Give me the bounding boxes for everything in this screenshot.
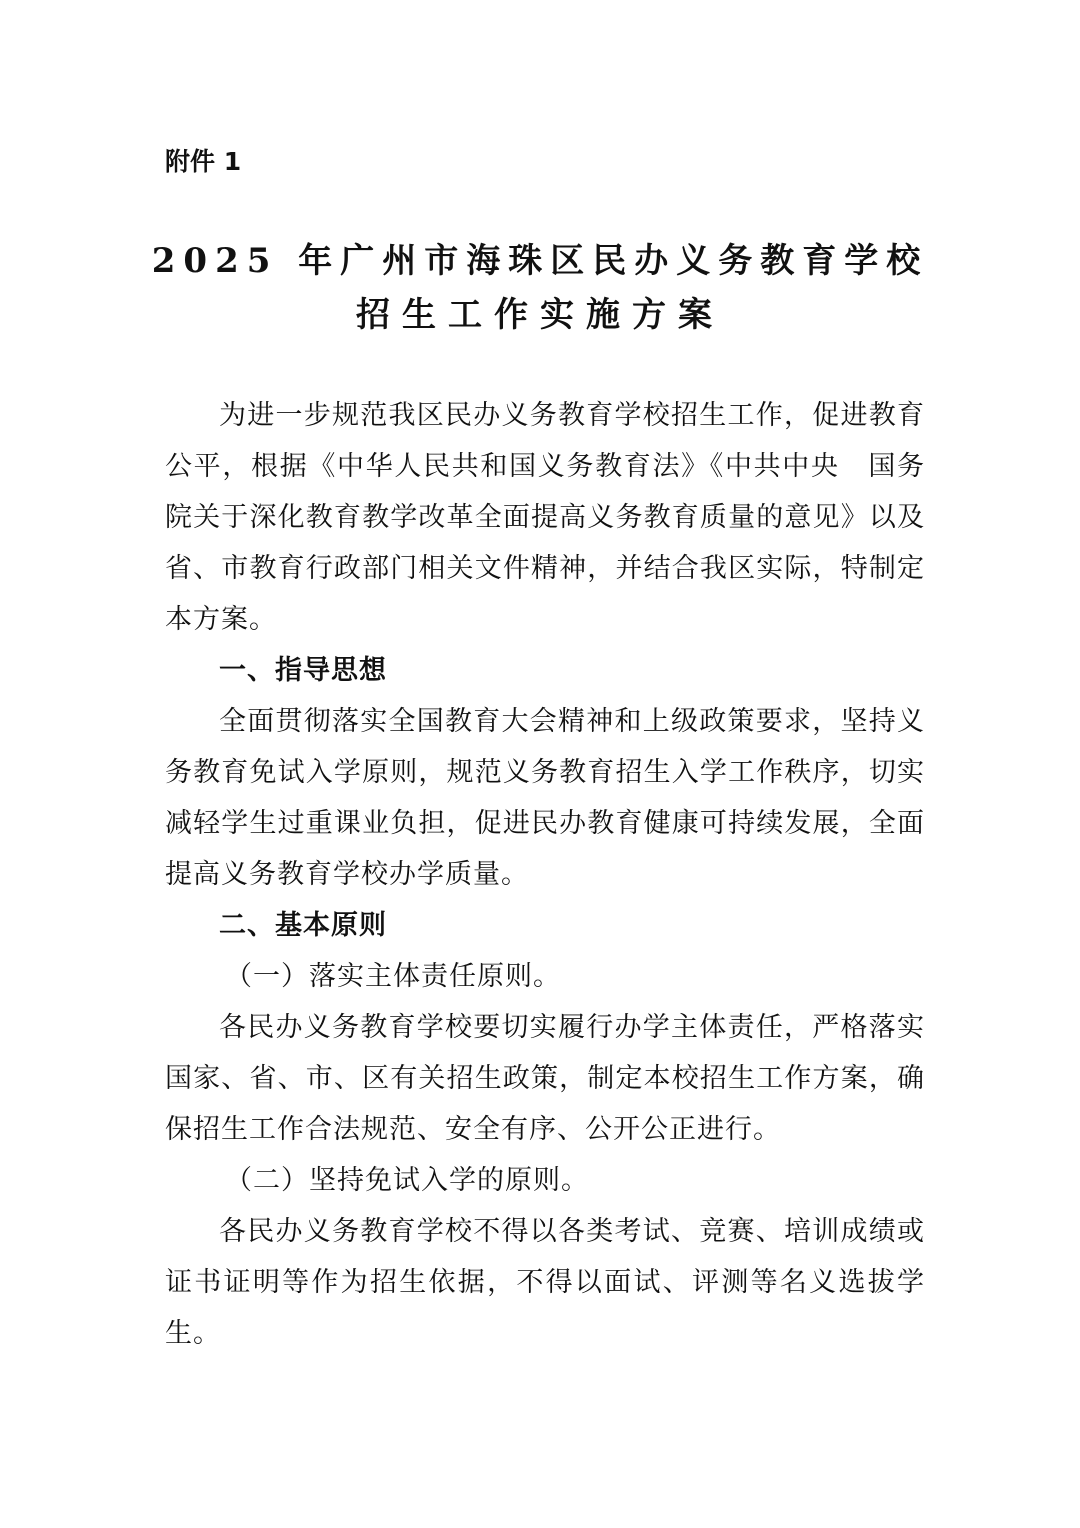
attachment-label: 附件 1 bbox=[165, 147, 242, 176]
section-2-heading: 二、基本原则 bbox=[219, 910, 387, 941]
intro-paragraph: 为进一步规范我区民办义务教育学校招生工作，促进教育公平，根据《中华人民共和国义务教育法》《中共中央 国务院关于深化教育教学改革全面提高义务教育质量的意见》以及省、市教育行政部门相关文件精神，并结合我区实际，特制定本方案。 bbox=[165, 400, 925, 635]
section-1-heading: 一、指导思想 bbox=[219, 655, 387, 686]
document-body bbox=[165, 390, 925, 1359]
section-2-2-heading: （二）坚持免试入学的原则。 bbox=[225, 1165, 589, 1196]
section-1-paragraph: 全面贯彻落实全国教育大会精神和上级政策要求，坚持义务教育免试入学原则，规范义务教育招生入学工作秩序，切实减轻学生过重课业负担，促进民办教育健康可持续发展，全面提高义务教育学校办学质量。 bbox=[165, 706, 925, 890]
document-title-line-2: 招生工作实施方案 bbox=[356, 295, 724, 335]
document-title-line-1: 2025 年广州市海珠区民办义务教育学校 bbox=[151, 241, 929, 281]
section-2-1-paragraph: 各民办义务教育学校要切实履行办学主体责任，严格落实国家、省、市、区有关招生政策，制定本校招生工作方案，确保招生工作合法规范、安全有序、公开公正进行。 bbox=[165, 1012, 925, 1145]
section-2-1-heading: （一）落实主体责任原则。 bbox=[225, 961, 561, 992]
section-2-2-paragraph: 各民办义务教育学校不得以各类考试、竞赛、培训成绩或证书证明等作为招生依据，不得以面试、评测等名义选拔学生。 bbox=[165, 1216, 925, 1349]
